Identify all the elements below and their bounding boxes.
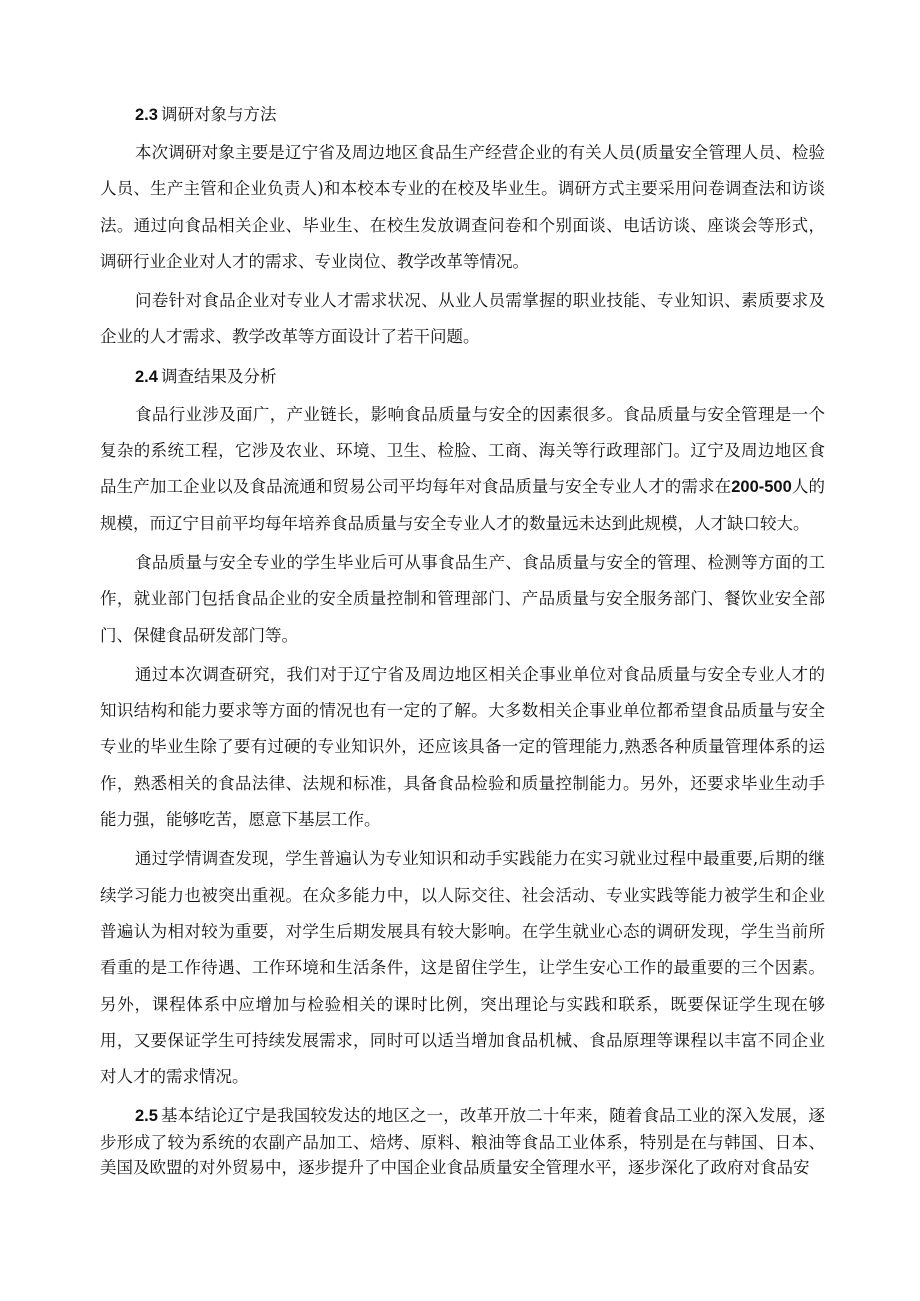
paragraph-text: 食品行业涉及面广，产业链长，影响食品质量与安全的因素很多。食品质量与安全管理是一个复杂的系统工程，它涉及农业、环境、卫生、检脸、工商、海关等行政理部门。辽宁及周边地区食品生产加工企业以及食品流通和贸易公司平均每年对食品质量与安全专业人才的需求在 — [100, 404, 825, 497]
section-title: 调查结果及分析 — [160, 366, 277, 386]
paragraph: 食品质量与安全专业的学生毕业后可从事食品生产、食品质量与安全的管理、检测等方面的工作，就业部门包括食品企业的安全质量控制和管理部门、产品质量与安全服务部门、餐饮业安全部门、保健食品研发部门等。 — [100, 552, 825, 645]
paragraph — [100, 397, 825, 542]
paragraph: 通过本次调查研究，我们对于辽宁省及周边地区相关企事业单位对食品质量与安全专业人才的知识结构和能力要求等方面的情况也有一定的了解。大多数相关企事业单位都希望食品质量与安全专业的毕业生除了要有过硬的专业知识外，还应该具备一定的管理能力,熟悉各种质量管理体系的运作，熟悉相关的食品法律、法规和标准，具备食品检验和质量控制能力。另外，还要求毕业生动手能力强，能够吃苦，愿意下基层工作。 — [100, 664, 825, 830]
section-number: 2.3 — [135, 106, 158, 124]
section-heading-2-4 — [100, 359, 825, 395]
paragraph: 通过学情调查发现，学生普遍认为专业知识和动手实践能力在实习就业过程中最重要,后期的继续学习能力也被突出重视。在众多能力中，以人际交往、社会活动、专业实践等能力被学生和企业普遍认为相对较为重要，对学生后期发展具有较大影响。在学生就业心态的调研发现，学生当前所看重的是工作待遇、工作环境和生活条件，这是留住学生，让学生安心工作的最重要的三个因素。另外，课程体系中应增加与检验相关的课时比例，突出理论与实践和联系，既要保证学生现在够用，又要保证学生可持续发展需求，同时可以适当增加食品机械、食品原理等课程以丰富不同企业对人才的需求情况。 — [100, 849, 825, 1087]
section-heading-2-3 — [100, 97, 825, 133]
demand-range: 200-500 — [731, 478, 792, 497]
section-number: 2.4 — [135, 367, 158, 386]
section-title: 调研对象与方法 — [160, 105, 277, 124]
paragraph: 问卷针对食品企业对专业人才需求状况、从业人员需掌握的职业技能、专业知识、素质要求及企业的人才需求、教学改革等方面设计了若干问题。 — [100, 291, 825, 347]
section-number: 2.5 — [135, 1107, 158, 1126]
paragraph-text: 基本结论辽宁是我国较发达的地区之一，改革开放二十年来，随着食品工业的深入发展，逐步形成了较为系统的农副产品加工、焙烤、原料、粮油等食品工业体系，特别是在与韩国、日本、美国及欧盟的对外贸易中，逐步提升了中国企业食品质量安全管理水平，逐步深化了政府对食品安 — [100, 1106, 825, 1178]
paragraph-text: 人的规模，而辽宁目前平均每年培养食品质量与安全专业人才的数量远未达到此规模，人才缺口较大。 — [100, 477, 826, 533]
paragraph: 本次调研对象主要是辽宁省及周边地区食品生产经营企业的有关人员(质量安全管理人员、检验人员、生产主管和企业负责人)和本校本专业的在校及毕业生。调研方式主要采用问卷调查法和访谈法。通过向食品相关企业、毕业生、在校生发放调查问卷和个别面谈、电话访谈、座谈会等形式，调研行业企业对人才的需求、专业岗位、教学改革等情况。 — [100, 143, 825, 271]
paragraph-conclusion — [100, 1103, 825, 1181]
